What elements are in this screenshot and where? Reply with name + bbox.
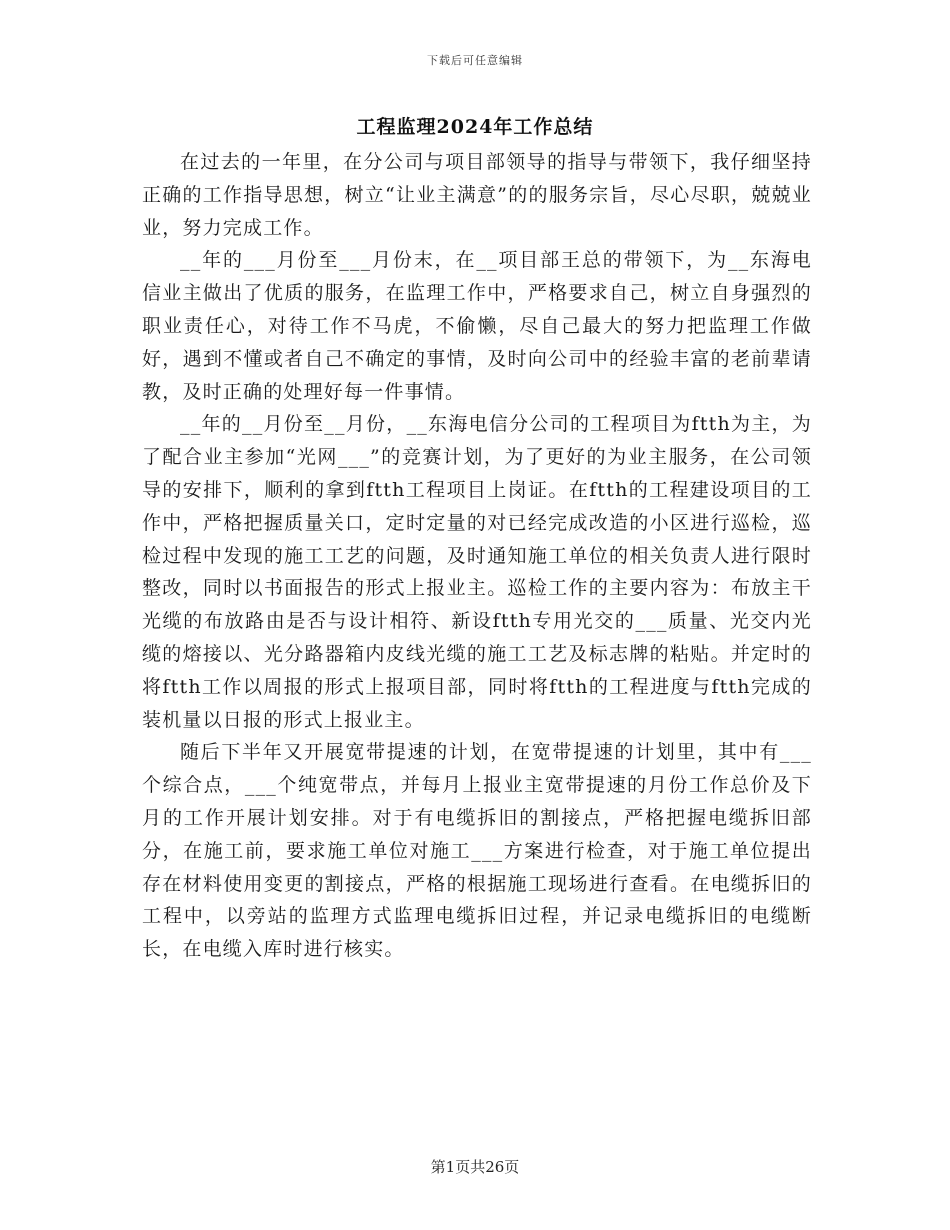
document-title: 工程监理2024年工作总结 [356,116,594,138]
paragraph: __年的__月份至__月份，__东海电信分公司的工程项目为ftth为主，为了配合业主参加“光网___”的竞赛计划，为了更好的为业主服务，在公司领导的安排下，顺利的拿到ftth工程项目上岗证。在ftth的工程建设项目的工作中，严格把握质量关口，定时定量的对已经完成改造的小区进行巡检，巡检过程中发现的施工工艺的问题，及时通知施工单位的相关负责人进行限时整改，同时以书面报告的形式上报业主。巡检工作的主要内容为：布放主干光缆的布放路由是否与设计相符、新设ftth专用光交的___质量、光交内光缆的熔接以、光分路器箱内皮线光缆的施工工艺及标志牌的粘贴。并定时的将ftth工作以周报的形式上报项目部，同时将ftth的工程进度与ftth完成的装机量以日报的形式上报业主。 [142,413,812,731]
page-header-note: 下载后可任意编辑 [427,54,523,67]
page-number: 第1页共26页 [430,1158,520,1176]
paragraph: __年的___月份至___月份末，在__项目部王总的带领下，为__东海电信业主做出了优质的服务，在监理工作中，严格要求自己，树立自身强烈的职业责任心，对待工作不马虎，不偷懒，尽自己最大的努力把监理工作做好，遇到不懂或者自己不确定的事情，及时向公司中的经验丰富的老前辈请教，及时正确的处理好每一件事情。 [142,249,812,403]
paragraph: 在过去的一年里，在分公司与项目部领导的指导与带领下，我仔细坚持正确的工作指导思想，树立“让业主满意”的的服务宗旨，尽心尽职，兢兢业业，努力完成工作。 [142,151,812,239]
paragraph: 随后下半年又开展宽带提速的计划，在宽带提速的计划里，其中有___个综合点，___个纯宽带点，并每月上报业主宽带提速的月份工作总价及下月的工作开展计划安排。对于有电缆拆旧的割接点，严格把握电缆拆旧部分，在施工前，要求施工单位对施工___方案进行检查，对于施工单位提出存在材料使用变更的割接点，严格的根据施工现场进行查看。在电缆拆旧的工程中，以旁站的监理方式监理电缆拆旧过程，并记录电缆拆旧的电缆断长，在电缆入库时进行核实。 [142,741,812,961]
document-body [142,146,812,966]
